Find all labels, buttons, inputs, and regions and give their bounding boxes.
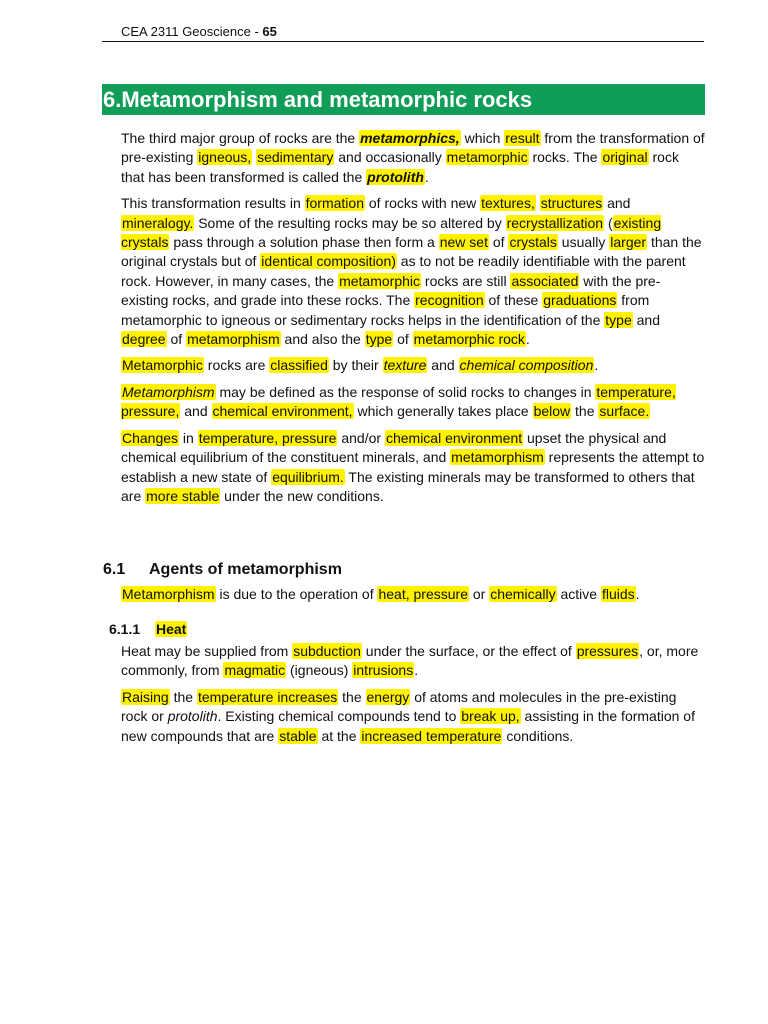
highlighted-term: Raising xyxy=(122,688,169,705)
paragraph xyxy=(121,194,706,349)
paragraph xyxy=(121,129,706,187)
highlighted-term: chemically xyxy=(490,586,556,602)
highlighted-term: new set xyxy=(439,234,488,251)
text-run: . Existing chemical compounds tend to xyxy=(217,708,461,725)
text-run: which generally takes place xyxy=(353,403,533,420)
highlighted-term: chemical composition xyxy=(459,357,594,374)
highlighted-term: structures xyxy=(540,195,603,212)
highlighted-term: crystals xyxy=(509,234,557,251)
section-number: 6.1.1 xyxy=(109,621,141,637)
highlighted-term: textures, xyxy=(481,195,535,212)
paragraph xyxy=(121,429,706,507)
text-run: and xyxy=(180,403,212,420)
section-heading-6-1 xyxy=(103,561,342,579)
highlighted-term: type xyxy=(365,331,393,348)
section-title: Agents of metamorphism xyxy=(149,561,342,578)
highlighted-term: classified xyxy=(270,357,328,374)
highlighted-term: temperature, pressure, xyxy=(121,383,676,420)
highlighted-term: Changes xyxy=(122,429,179,446)
highlighted-term: Metamorphic xyxy=(122,357,203,374)
text-run: and xyxy=(632,311,660,328)
text-run: under the new conditions. xyxy=(220,487,384,504)
text-run: and also the xyxy=(280,331,365,348)
text-run: is due to the operation of xyxy=(215,586,378,602)
highlighted-term: surface. xyxy=(599,403,650,420)
text-run: assisting in the formation of new compounds that are xyxy=(121,708,695,744)
highlighted-term: more stable xyxy=(146,487,220,504)
highlighted-term: protolith xyxy=(367,168,424,185)
text-run: or xyxy=(468,586,490,602)
highlighted-term: below xyxy=(533,403,571,420)
chapter-title: 6.Metamorphism and metamorphic rocks xyxy=(103,87,533,112)
text-run: the xyxy=(338,688,366,705)
highlighted-term: metamorphism xyxy=(187,331,280,348)
highlighted-term: result xyxy=(505,130,540,146)
highlighted-term: graduations xyxy=(543,292,617,309)
text-run: from metamorphic to igneous or sedimentary rocks helps in the identification of the xyxy=(121,292,650,328)
highlighted-term: chemical environment xyxy=(385,429,523,446)
section-6-1-1-body xyxy=(121,642,706,753)
highlighted-term: sedimentary xyxy=(257,149,334,166)
text-run: conditions. xyxy=(502,727,574,744)
text-run: ( xyxy=(604,214,613,231)
text-run: and xyxy=(427,357,459,374)
text-run: as to not be readily identifiable with the parent rock. However, in many cases, the xyxy=(121,253,686,289)
highlighted-term: Metamorphism xyxy=(122,586,215,602)
section-title: Heat xyxy=(156,621,187,637)
highlighted-term: degree xyxy=(122,331,166,348)
text-run: The existing minerals may be transformed to others that are xyxy=(121,468,695,504)
header-rule xyxy=(102,41,704,42)
text-run: upset the physical and chemical equilibrium of the constituent minerals, and xyxy=(121,429,667,466)
highlighted-term: associated xyxy=(511,272,579,289)
text-run: and xyxy=(603,195,631,212)
highlighted-term: texture xyxy=(383,357,427,374)
section-6-1-body xyxy=(121,585,706,611)
text-run: rocks are xyxy=(203,357,270,374)
highlighted-term: metamorphics, xyxy=(360,130,460,146)
highlighted-term: energy xyxy=(366,688,410,705)
emphasized-term: protolith xyxy=(167,708,218,725)
text-run: Some of the resulting rocks may be so altered by xyxy=(194,214,506,231)
highlighted-term: formation xyxy=(305,195,364,212)
text-run: under the surface, or the effect of xyxy=(361,643,576,659)
highlighted-term: subduction xyxy=(293,643,361,659)
text-run: and occasionally xyxy=(334,149,446,166)
text-run: which xyxy=(460,130,505,146)
section-number: 6.1 xyxy=(103,561,126,578)
paragraph xyxy=(121,642,706,681)
text-run: pass through a solution phase then form a xyxy=(169,234,439,251)
highlighted-term: original xyxy=(602,149,648,166)
text-run: Heat may be supplied from xyxy=(121,643,293,659)
highlighted-term: igneous, xyxy=(198,149,252,166)
highlighted-term: chemical environment, xyxy=(212,403,353,420)
text-run: at the xyxy=(317,727,361,744)
text-run: than the original crystals but of xyxy=(121,234,702,270)
highlighted-term: Metamorphism xyxy=(122,383,215,400)
highlighted-term: increased temperature xyxy=(361,727,502,744)
highlighted-term: metamorphic rock xyxy=(413,331,525,348)
text-run: rocks are still xyxy=(421,272,511,289)
highlighted-term: fluids xyxy=(601,586,635,602)
highlighted-term: type xyxy=(605,311,632,328)
section-heading-6-1-1 xyxy=(109,621,187,637)
highlighted-term: recognition xyxy=(415,292,484,309)
highlighted-term: magmatic xyxy=(224,662,286,679)
text-run: of xyxy=(393,331,413,348)
text-run: of rocks with new xyxy=(364,195,481,212)
highlighted-term: existing crystals xyxy=(121,214,662,251)
highlighted-term: metamorphism xyxy=(451,449,544,466)
header-course: CEA 2311 Geoscience - xyxy=(121,24,263,39)
highlighted-term: heat, pressure xyxy=(378,586,468,602)
text-run: , or, more commonly, from xyxy=(121,643,699,679)
highlighted-term: metamorphic xyxy=(446,149,528,166)
text-run: . xyxy=(424,168,429,185)
text-run: rocks. The xyxy=(528,149,602,166)
intro-body xyxy=(121,129,706,513)
text-run: from the transformation of pre-existing xyxy=(121,130,705,166)
highlighted-term: metamorphic xyxy=(339,272,421,289)
highlighted-term: temperature, pressure xyxy=(198,429,337,446)
header-page-number: 65 xyxy=(262,24,277,39)
text-run: . xyxy=(594,357,599,374)
text-run: the xyxy=(571,403,599,420)
text-run: and/or xyxy=(337,429,385,446)
text-run: The third major group of rocks are the xyxy=(121,130,360,146)
text-run: the xyxy=(169,688,197,705)
text-run: rock that has been transformed is called the xyxy=(121,149,679,185)
highlighted-term: equilibrium. xyxy=(272,468,344,485)
text-run: by their xyxy=(328,357,383,374)
text-run: of atoms and molecules in the pre-existing rock or xyxy=(121,688,677,725)
text-run: (igneous) xyxy=(286,662,353,679)
highlighted-term: temperature increases xyxy=(197,688,338,705)
text-run: . xyxy=(525,331,530,348)
text-run: of xyxy=(166,331,187,348)
text-run: may be defined as the response of solid rocks to changes in xyxy=(215,383,596,400)
text-run: . xyxy=(635,586,640,602)
highlighted-term: larger xyxy=(610,234,647,251)
highlighted-term: identical composition) xyxy=(261,253,396,270)
highlighted-term: mineralogy. xyxy=(122,214,194,231)
paragraph xyxy=(121,585,706,604)
text-run: of these xyxy=(484,292,543,309)
highlighted-term: recrystallization xyxy=(506,214,604,231)
paragraph xyxy=(121,356,706,375)
highlighted-term: break up, xyxy=(461,708,520,725)
text-run: active xyxy=(556,586,601,602)
text-run: represents the attempt to establish a new state of xyxy=(121,449,705,485)
paragraph xyxy=(121,383,706,422)
paragraph xyxy=(121,688,706,746)
highlighted-term: intrusions xyxy=(353,662,414,679)
text-run: with the pre-existing rocks, and grade into these rocks. The xyxy=(121,272,661,309)
text-run: usually xyxy=(557,234,610,251)
highlighted-term: pressures xyxy=(576,643,639,659)
text-run: . xyxy=(414,662,419,679)
text-run: This transformation results in xyxy=(121,195,305,212)
text-run: in xyxy=(179,429,198,446)
highlighted-term: stable xyxy=(279,727,317,744)
text-run: of xyxy=(488,234,509,251)
page-header xyxy=(121,24,277,39)
